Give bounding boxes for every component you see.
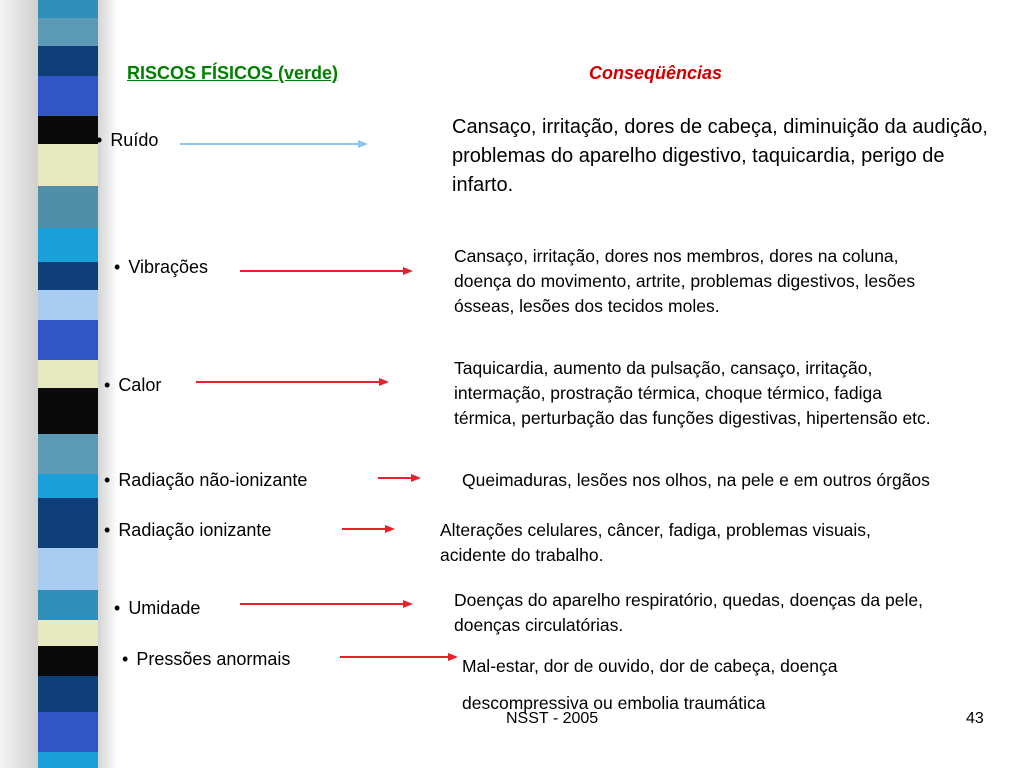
stripe-segment bbox=[38, 262, 98, 290]
consequences-title: Conseqüências bbox=[589, 63, 723, 83]
stripe-segment bbox=[38, 620, 98, 646]
consequence-vibracoes: Cansaço, irritação, dores nos membros, dores na coluna, doença do movimento, artrite, problemas digestivos, lesões ósseas, lesões dos tecidos moles. bbox=[454, 246, 916, 316]
stripe-segment bbox=[38, 116, 98, 144]
stripe-segment bbox=[38, 46, 98, 76]
risk-label: Radiação ionizante bbox=[118, 520, 272, 540]
stripe-segment bbox=[38, 676, 98, 712]
stripe-segment bbox=[38, 474, 98, 498]
stripe-segment bbox=[38, 320, 98, 360]
consequence-radiacao-nao-ionizante: Queimaduras, lesões nos olhos, na pele e em outros órgãos bbox=[462, 470, 930, 490]
stripe-segment bbox=[38, 548, 98, 590]
risks-title: RISCOS FÍSICOS (verde) bbox=[127, 63, 339, 83]
footer-source: NSST - 2005 bbox=[506, 710, 599, 727]
stripe-segment bbox=[38, 434, 98, 474]
risk-item-ruido: • Ruído bbox=[96, 130, 159, 150]
risk-label: Vibrações bbox=[128, 257, 209, 277]
risk-label: Pressões anormais bbox=[136, 649, 291, 669]
arrow-icon bbox=[240, 264, 415, 278]
stripe-segment bbox=[38, 144, 98, 186]
stripe-pattern bbox=[38, 0, 98, 768]
stripe-segment bbox=[38, 360, 98, 388]
stripe-segment bbox=[38, 18, 98, 46]
risk-label: Umidade bbox=[128, 598, 201, 618]
stripe-segment bbox=[38, 752, 98, 768]
risk-label: Radiação não-ionizante bbox=[118, 470, 308, 490]
stripe-segment bbox=[38, 76, 98, 116]
arrow-icon bbox=[240, 597, 415, 611]
stripe-segment bbox=[38, 0, 98, 18]
decorative-side-bar bbox=[0, 0, 118, 768]
risk-item-radiacao-ionizante: • Radiação ionizante bbox=[104, 520, 272, 540]
stripe-segment bbox=[38, 388, 98, 434]
consequence-umidade: Doenças do aparelho respiratório, quedas, doenças da pele, doenças circulatórias. bbox=[454, 590, 923, 635]
page-number: 43 bbox=[966, 710, 984, 727]
stripe-segment bbox=[38, 590, 98, 620]
arrow-icon bbox=[342, 522, 397, 536]
risk-item-vibracoes: • Vibrações bbox=[114, 257, 209, 277]
risk-item-pressoes-anormais: • Pressões anormais bbox=[122, 649, 291, 669]
arrow-icon bbox=[180, 137, 370, 151]
consequence-radiacao-ionizante: Alterações celulares, câncer, fadiga, problemas visuais, acidente do trabalho. bbox=[440, 520, 871, 565]
arrow-icon bbox=[340, 650, 460, 664]
risk-label: Calor bbox=[118, 375, 162, 395]
stripe-segment bbox=[38, 186, 98, 228]
stripe-segment bbox=[38, 712, 98, 752]
consequence-calor: Taquicardia, aumento da pulsação, cansaço, irritação, intermação, prostração térmica, choque térmico, fadiga térmica, perturbação das funções digestivas, hipertensão etc. bbox=[454, 358, 931, 428]
consequence-ruido: Cansaço, irritação, dores de cabeça, diminuição da audição, problemas do aparelho digestivo, taquicardia, perigo de infarto. bbox=[452, 116, 988, 196]
stripe-segment bbox=[38, 498, 98, 548]
risk-item-umidade: • Umidade bbox=[114, 598, 201, 618]
consequence-pressoes-anormais: Mal-estar, dor de ouvido, dor de cabeça, doença descompressiva ou embolia traumática bbox=[462, 656, 838, 713]
risk-item-radiacao-nao-ionizante: • Radiação não-ionizante bbox=[104, 470, 308, 490]
risk-label: Ruído bbox=[110, 130, 159, 150]
stripe-segment bbox=[38, 290, 98, 320]
arrow-icon bbox=[196, 375, 391, 389]
stripe-segment bbox=[38, 646, 98, 676]
arrow-icon bbox=[378, 471, 423, 485]
stripe-segment bbox=[38, 228, 98, 262]
risk-item-calor: • Calor bbox=[104, 375, 162, 395]
